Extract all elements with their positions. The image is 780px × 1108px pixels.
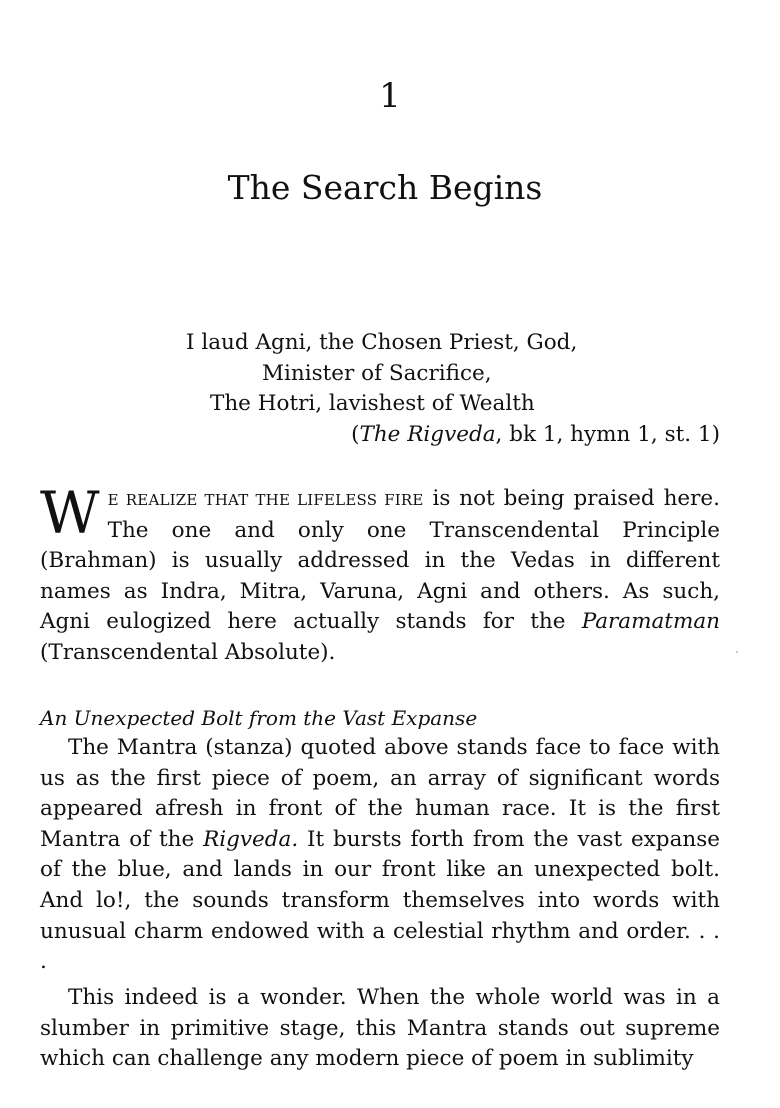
paragraph-3-text: This indeed is a wonder. When the whole world was in a slumber in primitive stage, this Mantra stands out supreme which can challenge any modern piece of poem in sublimity — [40, 985, 720, 1072]
epigraph-line-2: Minister of Sacrifice, — [262, 360, 492, 386]
paragraph-3 — [40, 983, 720, 1075]
chapter-number: 1 — [379, 76, 401, 116]
paragraph-1-text-b: (Transcendental Absolute). — [40, 639, 336, 665]
section-heading: An Unexpected Bolt from the Vast Expanse — [40, 706, 478, 730]
paragraph-2-text-a: The Mantra (stanza) quoted above stands face to face with us as the first piece of poem, an array of significant words appeared afresh in front of the human race. It is the first Mantra of the — [40, 735, 720, 852]
paragraph-2-italic-term: Rigveda. — [203, 826, 299, 852]
citation-open: ( — [351, 421, 360, 447]
epigraph-line-1: I laud Agni, the Chosen Priest, God, — [186, 330, 578, 355]
paragraph-2-text-b: It bursts forth from the vast expanse of the blue, and lands in our front like an unexpected bolt. And lo!, the sounds transform themselves into words with unusual charm endowed with a celestial rhythm and order. . . . — [40, 826, 720, 975]
paragraph-1-text-a: is not being praised here. The one and only one Transcendental Principle (Brahman) is usually addressed in the Vedas in different names as Indra, Mitra, Varuna, Agni and others. As such, Agni eulogized here actually stands for the — [40, 486, 720, 635]
citation-reference: , bk 1, hymn 1, st. 1) — [495, 421, 720, 447]
paragraph-1 — [40, 479, 720, 669]
epigraph — [40, 328, 720, 450]
drop-cap: W — [40, 479, 100, 547]
paragraph-1-italic-term: Paramatman — [581, 609, 720, 635]
epigraph-citation — [40, 420, 720, 451]
paper-speck — [736, 651, 738, 653]
citation-work: The Rigveda — [359, 421, 496, 447]
opening-small-caps: E REALIZE THAT THE LIFELESS FIRE — [107, 491, 424, 509]
chapter-title: The Search Begins — [227, 168, 543, 207]
epigraph-line-3: The Hotri, lavishest of Wealth — [210, 391, 535, 416]
paragraph-2 — [40, 733, 720, 978]
